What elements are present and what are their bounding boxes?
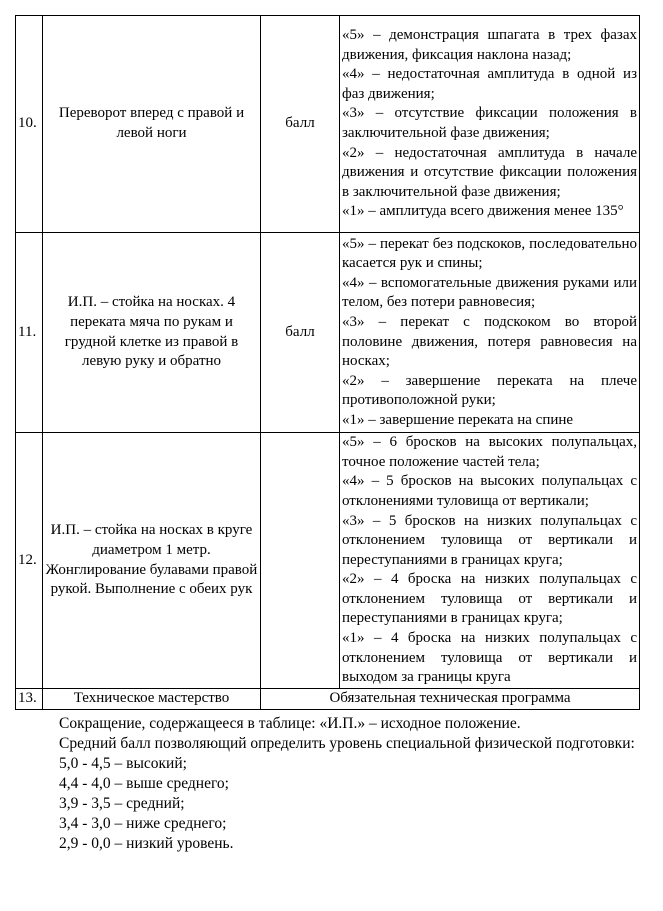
unit-cell (261, 433, 340, 689)
criterion-line: «5» – демонстрация шпагата в трех фазах движения, фиксация наклона назад; (342, 27, 637, 63)
scale-item: 3,9 - 3,5 – средний; (59, 795, 185, 812)
criterion-line: «3» – перекат с подскоком во второй половине движения, потеря равновесия на носках; (342, 313, 637, 370)
criterion-line: «3» – отсутствие фиксации положения в заключительной фазе движения; (342, 105, 637, 141)
row-number: 13. (16, 689, 43, 710)
criterion-line: «5» – перекат без подскоков, последовательно касается рук и спины; (342, 235, 637, 272)
criterion-line: «2» – завершение переката на плече противоположной руки; (342, 372, 637, 409)
table-row (16, 233, 640, 433)
scale-item: 4,4 - 4,0 – выше среднего; (59, 775, 229, 792)
average-score-note: Средний балл позволяющий определить уровень специальной физической подготовки: (59, 735, 635, 752)
criterion-line: «2» – недостаточная амплитуда в начале движения и отсутствие фиксации положения в заключительной фазе движения; (342, 144, 637, 200)
notes-section (15, 714, 645, 854)
criterion-line: «2» – 4 броска на низких полупальцах с отклонением туловища от вертикали и переступаниями в границах круга; (342, 571, 637, 627)
row-number: 12. (16, 433, 43, 689)
table-row (16, 433, 640, 689)
abbreviation-note: Сокращение, содержащееся в таблице: «И.П.» – исходное положение. (59, 715, 521, 732)
table-row (16, 689, 640, 710)
criteria-table (15, 15, 640, 710)
row-number: 10. (16, 16, 43, 233)
scale-item: 5,0 - 4,5 – высокий; (59, 755, 187, 772)
merged-cell: Обязательная техническая программа (261, 689, 640, 710)
criterion-line: «5» – 6 бросков на высоких полупальцах, точное положение частей тела; (342, 434, 637, 470)
criterion-line: «1» – 4 броска на низких полупальцах с отклонением туловища от вертикали и выходом за границы круга (342, 630, 637, 686)
criteria-cell (340, 233, 640, 433)
row-number: 11. (16, 233, 43, 433)
criterion-line: «4» – 5 бросков на высоких полупальцах с отклонениями туловища от вертикали; (342, 473, 637, 509)
criterion-line: «4» – недостаточная амплитуда в одной из фаз движения; (342, 66, 637, 102)
unit-cell: балл (261, 233, 340, 433)
table-row (16, 16, 640, 233)
exercise-name: И.П. – стойка на носках. 4 переката мяча по рукам и грудной клетке из правой в левую руку и обратно (43, 233, 261, 433)
scale-item: 2,9 - 0,0 – низкий уровень. (59, 835, 234, 852)
scale-item: 3,4 - 3,0 – ниже среднего; (59, 815, 227, 832)
criterion-line: «1» – амплитуда всего движения менее 135° (342, 203, 624, 220)
exercise-name: Техническое мастерство (43, 689, 261, 710)
criterion-line: «4» – вспомогательные движения руками или телом, без потери равновесия; (342, 274, 637, 311)
unit-cell: балл (261, 16, 340, 233)
exercise-name: Переворот вперед с правой и левой ноги (43, 16, 261, 233)
criteria-cell (340, 16, 640, 233)
criterion-line: «1» – завершение переката на спине (342, 411, 574, 428)
exercise-name: И.П. – стойка на носках в круге диаметром 1 метр. Жонглирование булавами правой рукой. Выполнение с обеих рук (43, 433, 261, 689)
criteria-cell (340, 433, 640, 689)
criterion-line: «3» – 5 бросков на низких полупальцах с отклонением туловища от вертикали и переступаниями в границах круга; (342, 512, 637, 568)
